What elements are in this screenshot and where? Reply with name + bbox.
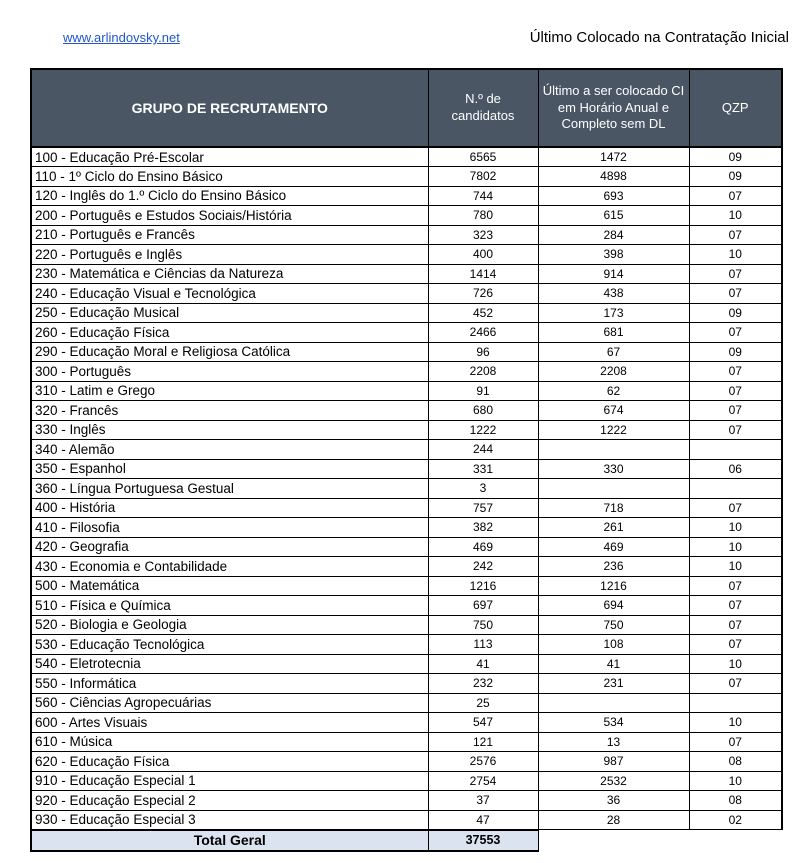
grupo-cell: 300 - Português <box>31 362 428 382</box>
ultimo-cell: 681 <box>538 323 689 343</box>
candidatos-cell: 41 <box>428 654 538 674</box>
ultimo-cell: 2208 <box>538 362 689 382</box>
table-row <box>31 225 782 245</box>
grupo-cell: 360 - Língua Portuguesa Gestual <box>31 479 428 499</box>
table-row <box>31 401 782 421</box>
qzp-cell <box>689 440 782 460</box>
table-row <box>31 752 782 772</box>
ultimo-cell: 1472 <box>538 147 689 167</box>
candidatos-cell: 1222 <box>428 420 538 440</box>
qzp-cell: 10 <box>689 537 782 557</box>
grupo-cell: 620 - Educação Física <box>31 752 428 772</box>
ultimo-cell: 987 <box>538 752 689 772</box>
qzp-cell: 10 <box>689 654 782 674</box>
grupo-cell: 560 - Ciências Agropecuárias <box>31 693 428 713</box>
grupo-cell: 260 - Educação Física <box>31 323 428 343</box>
table-row <box>31 459 782 479</box>
grupo-cell: 320 - Francês <box>31 401 428 421</box>
candidatos-cell: 3 <box>428 479 538 499</box>
table-body <box>31 147 782 830</box>
table-row <box>31 596 782 616</box>
candidatos-cell: 780 <box>428 206 538 226</box>
table-row <box>31 635 782 655</box>
ultimo-cell: 2532 <box>538 771 689 791</box>
candidatos-cell: 547 <box>428 713 538 733</box>
qzp-cell: 07 <box>689 615 782 635</box>
grupo-cell: 520 - Biologia e Geologia <box>31 615 428 635</box>
qzp-cell: 07 <box>689 264 782 284</box>
table-row <box>31 147 782 167</box>
candidatos-cell: 6565 <box>428 147 538 167</box>
ultimo-cell: 615 <box>538 206 689 226</box>
ultimo-cell: 1216 <box>538 576 689 596</box>
grupo-cell: 920 - Educação Especial 2 <box>31 791 428 811</box>
ultimo-cell: 914 <box>538 264 689 284</box>
grupo-cell: 100 - Educação Pré-Escolar <box>31 147 428 167</box>
table-row <box>31 420 782 440</box>
candidatos-cell: 113 <box>428 635 538 655</box>
candidatos-cell: 2466 <box>428 323 538 343</box>
qzp-cell: 06 <box>689 459 782 479</box>
ultimo-cell <box>538 479 689 499</box>
table-row <box>31 771 782 791</box>
qzp-cell: 10 <box>689 771 782 791</box>
ultimo-cell: 469 <box>538 537 689 557</box>
candidatos-cell: 400 <box>428 245 538 265</box>
candidatos-cell: 331 <box>428 459 538 479</box>
table-row <box>31 498 782 518</box>
grupo-cell: 220 - Português e Inglês <box>31 245 428 265</box>
qzp-cell: 07 <box>689 498 782 518</box>
grupo-cell: 420 - Geografia <box>31 537 428 557</box>
table-row <box>31 537 782 557</box>
candidatos-cell: 382 <box>428 518 538 538</box>
qzp-cell: 07 <box>689 186 782 206</box>
table-row <box>31 342 782 362</box>
candidatos-cell: 680 <box>428 401 538 421</box>
grupo-cell: 350 - Espanhol <box>31 459 428 479</box>
ultimo-cell: 330 <box>538 459 689 479</box>
qzp-cell: 10 <box>689 713 782 733</box>
candidatos-cell: 37 <box>428 791 538 811</box>
grupo-cell: 430 - Economia e Contabilidade <box>31 557 428 577</box>
total-spacer <box>538 830 782 851</box>
grupo-cell: 530 - Educação Tecnológica <box>31 635 428 655</box>
ultimo-cell <box>538 693 689 713</box>
qzp-cell: 07 <box>689 635 782 655</box>
table-row <box>31 810 782 830</box>
grupo-cell: 930 - Educação Especial 3 <box>31 810 428 830</box>
grupo-cell: 540 - Eletrotecnia <box>31 654 428 674</box>
grupo-cell: 600 - Artes Visuais <box>31 713 428 733</box>
table-row <box>31 381 782 401</box>
grupo-cell: 910 - Educação Especial 1 <box>31 771 428 791</box>
qzp-cell: 07 <box>689 732 782 752</box>
table-row <box>31 713 782 733</box>
candidatos-cell: 452 <box>428 303 538 323</box>
candidatos-cell: 469 <box>428 537 538 557</box>
ultimo-cell: 28 <box>538 810 689 830</box>
qzp-cell: 09 <box>689 167 782 187</box>
grupo-cell: 330 - Inglês <box>31 420 428 440</box>
table-row <box>31 206 782 226</box>
qzp-cell: 07 <box>689 401 782 421</box>
ultimo-cell: 41 <box>538 654 689 674</box>
ultimo-cell: 694 <box>538 596 689 616</box>
qzp-cell: 10 <box>689 206 782 226</box>
grupo-cell: 110 - 1º Ciclo do Ensino Básico <box>31 167 428 187</box>
table-row <box>31 674 782 694</box>
candidatos-cell: 744 <box>428 186 538 206</box>
ultimo-cell: 236 <box>538 557 689 577</box>
qzp-cell: 07 <box>689 362 782 382</box>
table-row <box>31 186 782 206</box>
qzp-cell: 02 <box>689 810 782 830</box>
ultimo-cell <box>538 440 689 460</box>
qzp-cell: 07 <box>689 674 782 694</box>
qzp-cell: 07 <box>689 596 782 616</box>
total-label: Total Geral <box>31 830 428 851</box>
table-row <box>31 732 782 752</box>
grupo-cell: 240 - Educação Visual e Tecnológica <box>31 284 428 304</box>
candidatos-cell: 726 <box>428 284 538 304</box>
candidatos-cell: 2576 <box>428 752 538 772</box>
grupo-cell: 290 - Educação Moral e Religiosa Católica <box>31 342 428 362</box>
grupo-cell: 310 - Latim e Grego <box>31 381 428 401</box>
table-row <box>31 654 782 674</box>
qzp-cell: 07 <box>689 284 782 304</box>
table-row <box>31 323 782 343</box>
qzp-cell: 07 <box>689 225 782 245</box>
qzp-cell: 10 <box>689 245 782 265</box>
grupo-cell: 250 - Educação Musical <box>31 303 428 323</box>
ultimo-cell: 67 <box>538 342 689 362</box>
table-row <box>31 167 782 187</box>
candidatos-cell: 2754 <box>428 771 538 791</box>
qzp-cell: 10 <box>689 518 782 538</box>
ultimo-cell: 718 <box>538 498 689 518</box>
qzp-cell: 08 <box>689 752 782 772</box>
ultimo-cell: 750 <box>538 615 689 635</box>
candidatos-cell: 757 <box>428 498 538 518</box>
ultimo-cell: 674 <box>538 401 689 421</box>
table-row <box>31 362 782 382</box>
qzp-cell: 10 <box>689 557 782 577</box>
ultimo-cell: 13 <box>538 732 689 752</box>
col-header-qzp: QZP <box>689 69 782 147</box>
qzp-cell <box>689 693 782 713</box>
qzp-cell: 09 <box>689 303 782 323</box>
col-header-ultimo-colocado: Último a ser colocado CI em Horário Anual e Completo sem DL <box>538 69 689 147</box>
qzp-cell: 08 <box>689 791 782 811</box>
qzp-cell: 07 <box>689 576 782 596</box>
table-row <box>31 615 782 635</box>
ultimo-cell: 1222 <box>538 420 689 440</box>
qzp-cell: 07 <box>689 323 782 343</box>
table-row <box>31 264 782 284</box>
grupo-cell: 340 - Alemão <box>31 440 428 460</box>
site-link[interactable]: www.arlindovsky.net <box>63 30 180 45</box>
candidatos-cell: 697 <box>428 596 538 616</box>
table-row <box>31 557 782 577</box>
grupo-cell: 400 - História <box>31 498 428 518</box>
candidatos-cell: 47 <box>428 810 538 830</box>
grupo-cell: 120 - Inglês do 1.º Ciclo do Ensino Básico <box>31 186 428 206</box>
recruitment-table <box>30 68 783 852</box>
table-header-row <box>31 69 782 147</box>
grupo-cell: 230 - Matemática e Ciências da Natureza <box>31 264 428 284</box>
top-bar <box>0 0 803 68</box>
candidatos-cell: 323 <box>428 225 538 245</box>
table-row <box>31 303 782 323</box>
candidatos-cell: 750 <box>428 615 538 635</box>
qzp-cell: 07 <box>689 381 782 401</box>
candidatos-cell: 121 <box>428 732 538 752</box>
ultimo-cell: 438 <box>538 284 689 304</box>
candidatos-cell: 1414 <box>428 264 538 284</box>
table-row <box>31 791 782 811</box>
ultimo-cell: 4898 <box>538 167 689 187</box>
grupo-cell: 500 - Matemática <box>31 576 428 596</box>
candidatos-cell: 91 <box>428 381 538 401</box>
grupo-cell: 610 - Música <box>31 732 428 752</box>
candidatos-cell: 1216 <box>428 576 538 596</box>
grupo-cell: 200 - Português e Estudos Sociais/História <box>31 206 428 226</box>
page-title: Último Colocado na Contratação Inicial <box>529 29 789 46</box>
candidatos-cell: 25 <box>428 693 538 713</box>
grupo-cell: 550 - Informática <box>31 674 428 694</box>
ultimo-cell: 261 <box>538 518 689 538</box>
table-row <box>31 245 782 265</box>
ultimo-cell: 36 <box>538 791 689 811</box>
ultimo-cell: 284 <box>538 225 689 245</box>
table-row <box>31 518 782 538</box>
table-row <box>31 284 782 304</box>
qzp-cell: 07 <box>689 420 782 440</box>
qzp-cell <box>689 479 782 499</box>
candidatos-cell: 232 <box>428 674 538 694</box>
ultimo-cell: 693 <box>538 186 689 206</box>
qzp-cell: 09 <box>689 342 782 362</box>
table-row <box>31 440 782 460</box>
col-header-grupo: GRUPO DE RECRUTAMENTO <box>31 69 428 147</box>
ultimo-cell: 173 <box>538 303 689 323</box>
candidatos-cell: 7802 <box>428 167 538 187</box>
grupo-cell: 210 - Português e Francês <box>31 225 428 245</box>
candidatos-cell: 2208 <box>428 362 538 382</box>
grupo-cell: 410 - Filosofia <box>31 518 428 538</box>
table-row <box>31 479 782 499</box>
grupo-cell: 510 - Física e Química <box>31 596 428 616</box>
ultimo-cell: 62 <box>538 381 689 401</box>
total-value: 37553 <box>428 830 538 851</box>
ultimo-cell: 398 <box>538 245 689 265</box>
ultimo-cell: 231 <box>538 674 689 694</box>
total-row <box>31 830 782 851</box>
candidatos-cell: 244 <box>428 440 538 460</box>
table-row <box>31 693 782 713</box>
candidatos-cell: 96 <box>428 342 538 362</box>
col-header-candidatos: N.º de candidatos <box>428 69 538 147</box>
table-row <box>31 576 782 596</box>
qzp-cell: 09 <box>689 147 782 167</box>
ultimo-cell: 108 <box>538 635 689 655</box>
ultimo-cell: 534 <box>538 713 689 733</box>
candidatos-cell: 242 <box>428 557 538 577</box>
